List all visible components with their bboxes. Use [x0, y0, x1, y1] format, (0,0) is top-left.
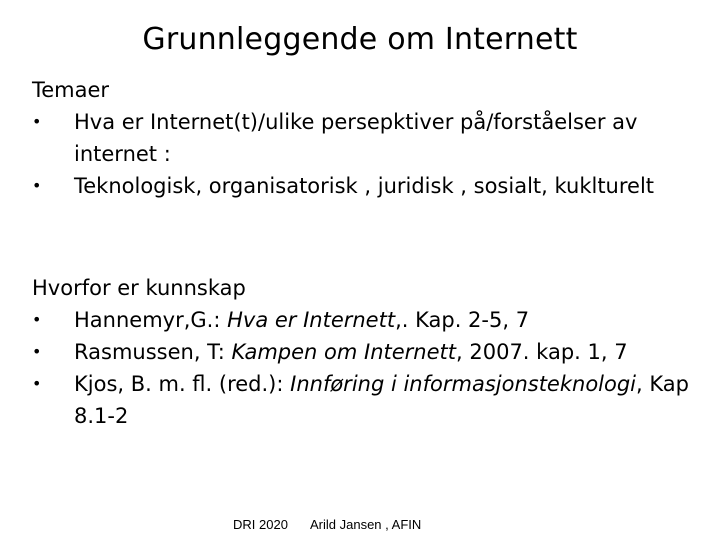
- reference-title: Hva er Internett: [227, 308, 396, 332]
- list-item: [32, 304, 702, 336]
- reference-title: Kampen om Internett: [231, 340, 457, 364]
- topics-section: [32, 74, 702, 202]
- bullet-icon: •: [32, 374, 42, 393]
- reference-details: ,. Kap. 2-5, 7: [395, 308, 530, 332]
- bullet-icon: •: [32, 342, 42, 361]
- reference-author: Hannemyr,G.:: [74, 308, 228, 332]
- topics-list: [32, 106, 702, 202]
- bullet-icon: •: [32, 310, 42, 329]
- topics-heading: Temaer: [32, 78, 110, 102]
- reference-title: Innføring i informasjonsteknologi: [290, 372, 637, 396]
- bullet-icon: •: [32, 176, 42, 195]
- footer-course: DRI 2020: [233, 517, 288, 532]
- reference-details: , 2007. kap. 1, 7: [456, 340, 628, 364]
- list-item: [32, 170, 702, 202]
- literature-heading: Hvorfor er kunnskap: [32, 276, 246, 300]
- bullet-icon: •: [32, 112, 42, 131]
- slide-title: Grunnleggende om Internett: [142, 22, 578, 57]
- list-item-text: Teknologisk, organisatorisk , juridisk , sosialt, kuklturelt: [74, 174, 655, 198]
- list-item-text: Hva er Internet(t)/ulike persepktiver på/forståelser av internet :: [74, 110, 638, 166]
- footer-author: Arild Jansen , AFIN: [310, 517, 422, 532]
- literature-list: [32, 304, 702, 432]
- reference-author: Rasmussen, T:: [74, 340, 232, 364]
- list-item: [32, 336, 702, 368]
- list-item: [32, 368, 702, 432]
- literature-section: [32, 272, 702, 432]
- reference-details: , Kap 8.1-2: [74, 372, 689, 428]
- reference-author: Kjos, B. m. fl. (red.):: [74, 372, 291, 396]
- list-item: [32, 106, 702, 170]
